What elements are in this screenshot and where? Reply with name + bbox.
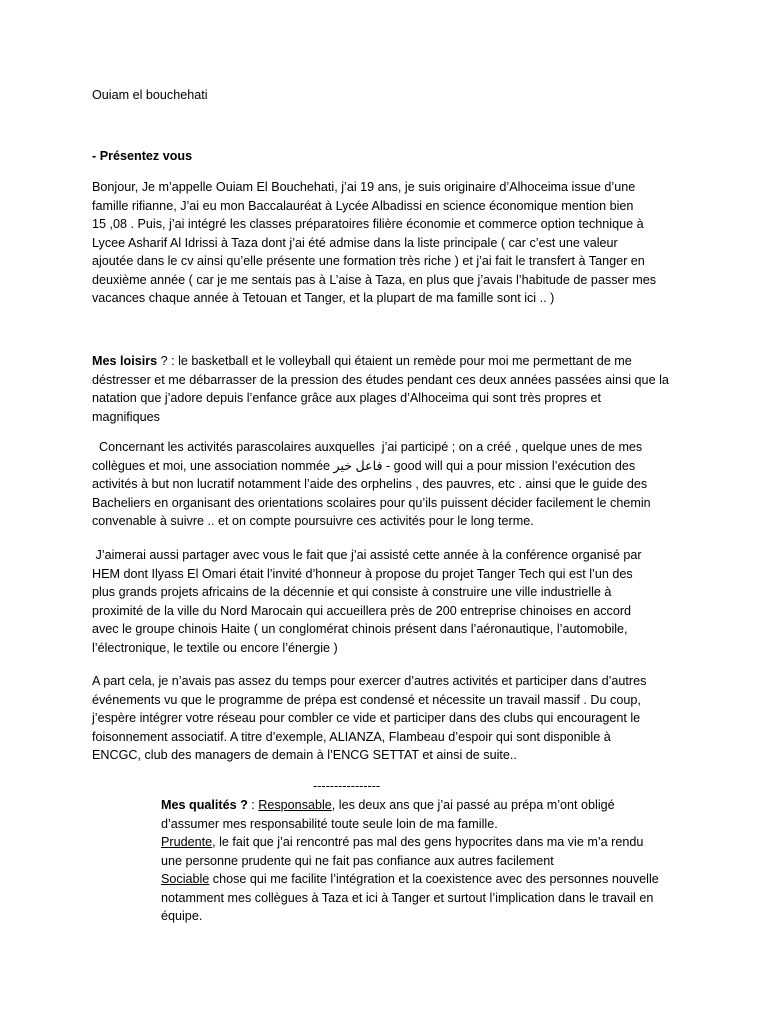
qualites-label: Mes qualités ? (161, 798, 248, 812)
paragraph-line: activités à but non lucratif notamment l’aide des orphelins , des pauvres, etc . ainsi que le guide des (92, 477, 648, 491)
paragraph-line (161, 796, 615, 815)
paragraph-line: 15 ,08 . Puis, j’ai intégré les classes préparatoires filière économie et commerce option technique à (92, 217, 644, 231)
paragraph-line: équipe. (161, 909, 203, 923)
paragraph-line: collègues et moi, une association nommée فاعل خير - good will qui a pour mission l’exécution des (92, 458, 636, 473)
paragraph-line (161, 833, 643, 852)
paragraph-line: plus grands projets africains de la décennie et qui consiste à construire une ville industrielle à (92, 585, 612, 599)
colon-text: : (247, 798, 259, 812)
paragraph-line: une personne prudente qui ne fait pas confiance aux autres facilement (161, 853, 554, 868)
paragraph-line: magnifiques (92, 409, 160, 424)
quality-prudente: Prudente (161, 835, 213, 849)
paragraph-line: convenable à suivre .. et on compte poursuivre ces activités pour le long terme. (92, 514, 534, 528)
paragraph-line: d’assumer mes responsabilité toute seule loin de ma famille. (161, 816, 498, 831)
paragraph-line: notamment mes collègues à Taza et ici à Tanger et surtout l’implication dans le travail en (161, 890, 654, 905)
paragraph-line: déstresser et me débarrasser de la pression des études pendant ces deux années passées ainsi que la (92, 372, 669, 387)
quality-text: , les deux ans que j’ai passé au prépa m’ont obligé (331, 798, 615, 812)
paragraph-line: j’espère intégrer votre réseau pour combler ce vide et participer dans des clubs qui encouragent le (92, 711, 641, 725)
loisirs-label: Mes loisirs (92, 354, 158, 368)
section-heading-presentation (92, 147, 192, 166)
paragraph-line: Lycee Asharif Al Idrissi à Taza dont j’ai été admise dans la liste principale ( car c’est une valeur (92, 235, 618, 250)
heading-text: - Présentez vous (92, 149, 193, 163)
paragraph-line: HEM dont Ilyass El Omari était l’invité d’honneur à propose du projet Tanger Tech qui est l’un des (92, 566, 633, 581)
paragraph-line: proximité de la ville du Nord Marocain qui accueillera près de 200 entreprise chinoises en accord (92, 603, 632, 618)
paragraph-line: événements vu que le programme de prépa est condensé et nécessite un travail massif . Du coup, (92, 692, 641, 707)
paragraph-line: Concernant les activités parascolaires auxquelles j’ai participé ; on a créé , quelque unes de mes (92, 440, 643, 454)
paragraph-line: foisonnement associatif. A titre d’exemple, ALIANZA, Flambeau d’espoir qui sont disponible à (92, 729, 611, 744)
paragraph-line: famille rifianne, J’ai eu mon Baccalauréat à Lycée Albadissi en science économique mention bien (92, 198, 634, 213)
quality-sociable: Sociable (161, 872, 210, 886)
paragraph-line: ENCGC, club des managers de demain à l’ENCG SETTAT et ainsi de suite.. (92, 748, 517, 762)
paragraph-line (161, 870, 659, 889)
quality-text: , le fait que j’ai rencontré pas mal des gens hypocrites dans ma vie m’a rendu (212, 835, 644, 849)
paragraph-line: l’électronique, le textile ou encore l’énergie ) (92, 640, 338, 655)
loisirs-text: ? : le basketball et le volleyball qui étaient un remède pour moi me permettant de me (157, 354, 632, 368)
paragraph-line: deuxième année ( car je me sentais pas à L’aise à Taza, en plus que j’avais l’habitude de passer mes (92, 272, 657, 287)
paragraph-line: A part cela, je n’avais pas assez du temps pour exercer d’autres activités et participer dans d’autres (92, 674, 647, 688)
paragraph-line: Bonjour, Je m’appelle Ouiam El Bouchehati, j’ai 19 ans, je suis originaire d’Alhoceima issue d’une (92, 180, 636, 194)
quality-text: chose qui me facilite l’intégration et la coexistence avec des personnes nouvelle (209, 872, 659, 886)
author-name: Ouiam el bouchehati (92, 88, 208, 102)
paragraph-line: Bacheliers en organisant des orientations scolaires pour qu’ils puissent décider facilement le chemin (92, 495, 651, 510)
paragraph-line: ajoutée dans le cv ainsi qu’elle présente une formation très riche ) et j’ai fait le transfert à Tanger en (92, 254, 645, 268)
quality-responsable: Responsable (258, 798, 332, 812)
paragraph-line: vacances chaque année à Tetouan et Tanger, et la plupart de ma famille sont ici .. ) (92, 291, 555, 305)
separator-line: ---------------- (313, 779, 381, 793)
paragraph-line: natation que j’adore depuis l’enfance grâce aux plages d’Alhoceima qui sont très propres et (92, 391, 601, 405)
paragraph-line: J’aimerai aussi partager avec vous le fait que j’ai assisté cette année à la conférence organisé par (92, 548, 642, 562)
paragraph-line (92, 352, 632, 371)
paragraph-line: avec le groupe chinois Haite ( un conglomérat chinois présent dans l’aéronautique, l’automobile, (92, 622, 628, 636)
